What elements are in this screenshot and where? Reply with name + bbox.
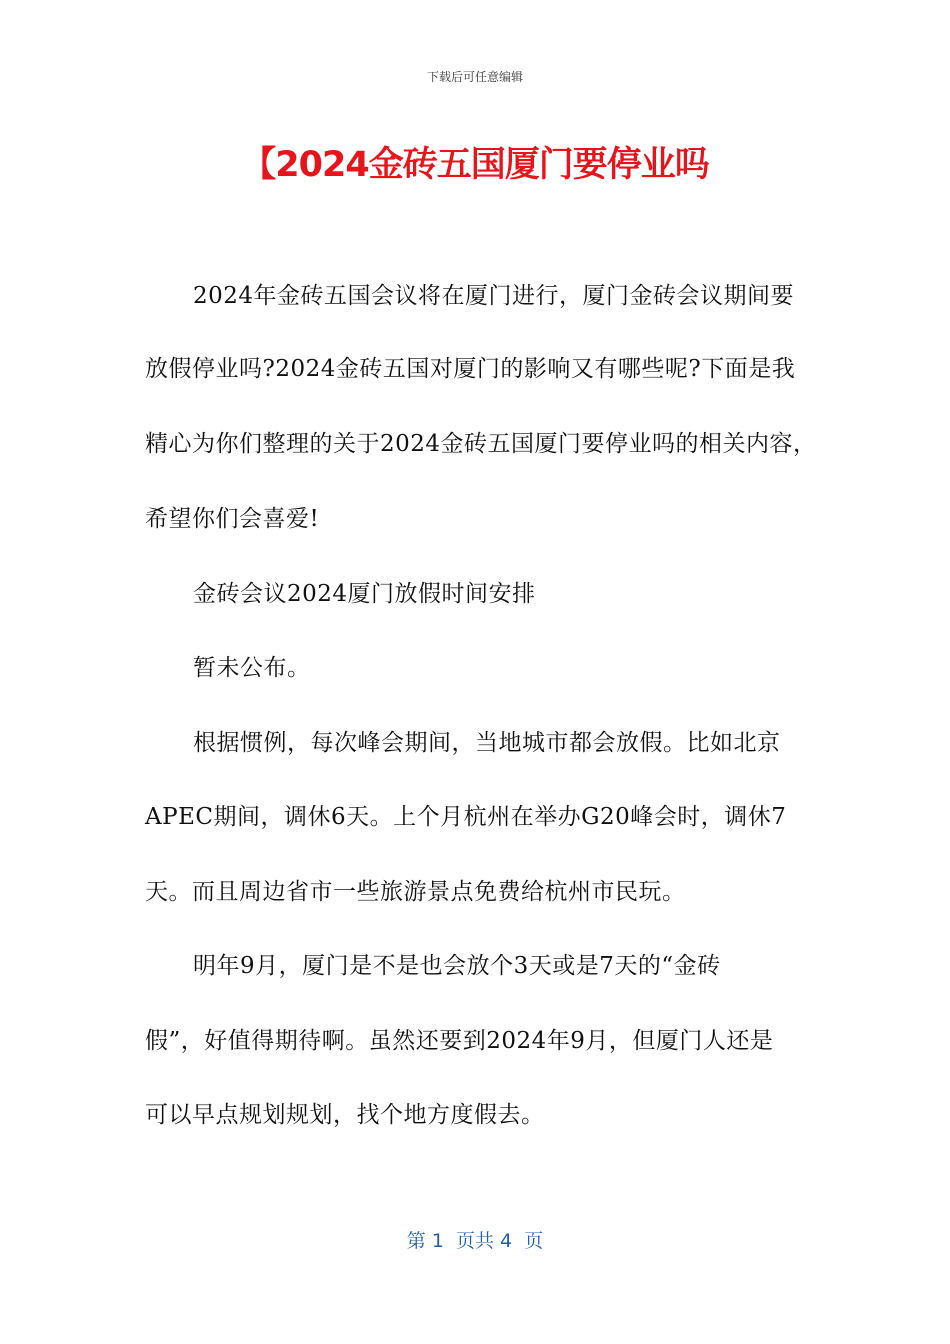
body-line: 可以早点规划规划，找个地方度假去。: [145, 1102, 545, 1128]
section-heading: 金砖会议2024厦门放假时间安排: [193, 581, 536, 607]
body-line: 天。而且周边省市一些旅游景点免费给杭州市民玩。: [145, 879, 686, 905]
page-number: 第 1 页共 4 页: [406, 1230, 544, 1252]
body-line: APEC期间，调休6天。上个月杭州在举办G20峰会时，调休7: [145, 804, 787, 830]
body-line: 放假停业吗?2024金砖五国对厦门的影响又有哪些呢?下面是我: [145, 356, 796, 382]
body-line: 假”，好值得期待啊。虽然还要到2024年9月，但厦门人还是: [145, 1028, 774, 1054]
body-line: 根据惯例，每次峰会期间，当地城市都会放假。比如北京: [193, 730, 781, 756]
body-line: 精心为你们整理的关于2024金砖五国厦门要停业吗的相关内容，: [145, 431, 817, 457]
document-title: 【2024金砖五国厦门要停业吗: [241, 145, 709, 185]
body-line: 明年9月，厦门是不是也会放个3天或是7天的“金砖: [193, 953, 721, 979]
body-line: 2024年金砖五国会议将在厦门进行，厦门金砖会议期间要: [193, 283, 795, 309]
body-line: 暂未公布。: [193, 655, 311, 681]
header-note: 下载后可任意编辑: [426, 70, 523, 84]
body-line: 希望你们会喜爱!: [145, 506, 320, 532]
